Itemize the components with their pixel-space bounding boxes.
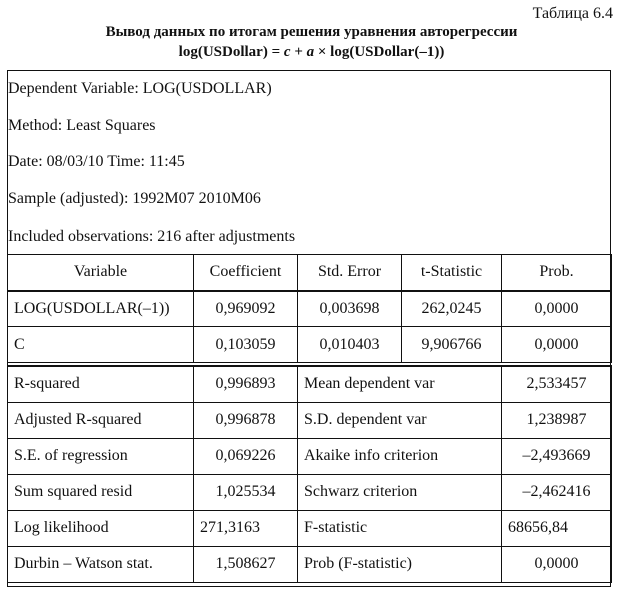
table-row [8, 474, 612, 510]
stat-value: 1,025534 [194, 474, 298, 510]
stat-label: Log likelihood [8, 510, 194, 546]
stat-value: 0,069226 [194, 438, 298, 474]
stat-value: –2,462416 [502, 474, 612, 510]
equation-title [0, 44, 623, 61]
column-header: Variable [8, 255, 194, 291]
stat-value: 1,508627 [194, 546, 298, 582]
stat-value: 1,238987 [502, 402, 612, 438]
stat-label: Sum squared resid [8, 474, 194, 510]
stat-label: Schwarz criterion [298, 474, 502, 510]
table-title: Вывод данных по итогам решения уравнения авторегрессии [105, 24, 518, 40]
table-row [8, 438, 612, 474]
variable-name: C [8, 327, 194, 363]
equation-constant: c [283, 44, 291, 60]
coefficients-table [7, 254, 612, 363]
statistics-table [7, 365, 612, 583]
stat-value: 0,996878 [194, 402, 298, 438]
table-row [8, 402, 612, 438]
method: Method: Least Squares [8, 117, 156, 134]
coefficient-value: 0,103059 [194, 327, 298, 363]
equation-part: + [290, 44, 307, 60]
date-time: Date: 08/03/10 Time: 11:45 [8, 153, 185, 170]
stat-label: S.D. dependent var [298, 402, 502, 438]
column-header: t-Statistic [402, 255, 502, 291]
t-statistic-value: 9,906766 [402, 327, 502, 363]
stat-value: 68656,84 [502, 510, 612, 546]
sample: Sample (adjusted): 1992M07 2010M06 [8, 190, 261, 207]
table-row [8, 546, 612, 582]
stat-label: Akaike info criterion [298, 438, 502, 474]
stat-value: 2,533457 [502, 366, 612, 402]
stat-label: Prob (F-statistic) [298, 546, 502, 582]
stat-value: 0,0000 [502, 546, 612, 582]
stat-value: 271,3163 [194, 510, 298, 546]
included-observations: Included observations: 216 after adjustments [8, 228, 296, 245]
stat-value: –2,493669 [502, 438, 612, 474]
prob-value: 0,0000 [502, 327, 612, 363]
stat-label: Adjusted R-squared [8, 402, 194, 438]
equation-coefficient: a [306, 44, 315, 60]
equation-part: log(USDollar) = [178, 44, 284, 60]
column-header: Prob. [502, 255, 612, 291]
table-row [8, 291, 612, 327]
column-header: Std. Error [298, 255, 402, 291]
table-row [8, 366, 612, 402]
variable-name: LOG(USDOLLAR(–1)) [8, 291, 194, 327]
stat-label: F-statistic [298, 510, 502, 546]
stat-label: Durbin – Watson stat. [8, 546, 194, 582]
table-row [8, 327, 612, 363]
prob-value: 0,0000 [502, 291, 612, 327]
stat-label: S.E. of regression [8, 438, 194, 474]
stat-label: R-squared [8, 366, 194, 402]
coefficient-value: 0,969092 [194, 291, 298, 327]
std-error-value: 0,010403 [298, 327, 402, 363]
equation-part: × log(USDollar(–1)) [314, 44, 445, 60]
column-header: Coefficient [194, 255, 298, 291]
stat-label: Mean dependent var [298, 366, 502, 402]
table-number: Таблица 6.4 [532, 5, 613, 22]
column-header-row [8, 255, 612, 291]
std-error-value: 0,003698 [298, 291, 402, 327]
dependent-variable: Dependent Variable: LOG(USDOLLAR) [8, 80, 272, 97]
table-row [8, 510, 612, 546]
stat-value: 0,996893 [194, 366, 298, 402]
t-statistic-value: 262,0245 [402, 291, 502, 327]
